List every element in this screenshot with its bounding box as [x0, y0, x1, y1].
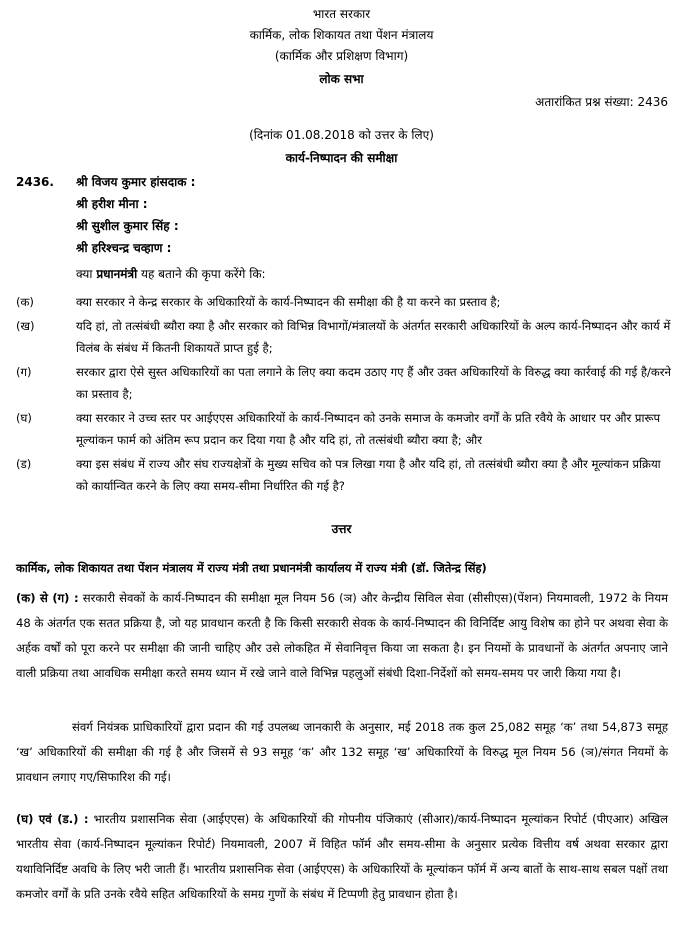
question-part [16, 453, 672, 497]
answer-para-3 [16, 807, 668, 907]
part-mark: (ग) [16, 365, 32, 379]
part-mark: (ड) [16, 457, 32, 471]
question-part [16, 315, 672, 359]
answer-para-2 [16, 715, 668, 790]
intro-prefix: क्या [76, 267, 97, 281]
answer-para-1 [16, 586, 668, 686]
header-house: लोक सभा [319, 72, 364, 86]
subject-title: कार्य-निष्पादन की समीक्षा [285, 151, 398, 165]
header-government: भारत सरकार [312, 7, 371, 21]
question-part [16, 361, 672, 405]
para-text: भारतीय प्रशासनिक सेवा (आईएएस) के अधिकारियों की गोपनीय पंजिकाएं (सीआर)/कार्य-निष्पादन मूल्यांकन रिपोर्ट (पीएआर) अखिल भारतीय सेवा (कार्य-निष्पादन मूल्यांकन रिपोर्ट) नियमावली, 2007 में विहित फॉर्म और समय-सीमा के अनुसार प्रत्येक वित्तीय वर्ष अथवा सरकार द्वारा यथाविनिर्दिष्ट अवधि के लिए भरी जाती हैं। भारतीय प्रशासनिक सेवा (आईएएस) के अधिकारियों के मूल्यांकन फॉर्म में अन्य बातों के साथ-साथ सबल पक्षों तथा कमजोर वर्गों के प्रति उनके रवैये सहित अधिकारियों के समग्र गुणों के संबंध में टिप्पणी हेतु प्रावधान होता है। [16, 812, 668, 901]
question-parts [16, 291, 672, 499]
part-text: यदि हां, तो तत्संबंधी ब्यौरा क्या है और सरकार को विभिन्न विभागों/मंत्रालयों के अंतर्गत सरकारी अधिकारियों के अल्प कार्य-निष्पादन और कार्य में विलंब के संबंध में कितनी शिकायतें प्राप्त हुई है; [76, 319, 671, 355]
para-text: संवर्ग नियंत्रक प्राधिकारियों द्वारा प्रदान की गई उपलब्ध जानकारी के अनुसार, मई 2018 तक कुल 25,082 समूह ‘क’ तथा 54,873 समूह ‘ख’ अधिकारियों की समीक्षा की गई है और जिसमें से 93 समूह ‘क’ और 132 समूह ‘ख’ अधिकारियों के विरुद्ध मूल नियम 56 (ञ)/संगत नियमों के प्रावधान लगाए गए/सिफारिश की गई। [16, 720, 668, 784]
question-number: 2436. [16, 175, 54, 189]
header-ministry: कार्मिक, लोक शिकायत तथा पेंशन मंत्रालय [249, 28, 434, 42]
question-intro [76, 266, 266, 282]
answering-minister: कार्मिक, लोक शिकायत तथा पेंशन मंत्रालय में राज्य मंत्री तथा प्रधानमंत्री कार्यालय में राज्य मंत्री (डॉ. जितेन्द्र सिंह) [16, 561, 487, 575]
intro-suffix: यह बताने की कृपा करेंगे कि: [137, 267, 266, 281]
part-text: क्या सरकार ने उच्च स्तर पर आईएएस अधिकारियों के कार्य-निष्पादन को उनके समाज के कमजोर वर्गों के प्रति रवैये के आधार पर और प्रारूप मूल्यांकन फार्म को अंतिम रूप प्रदान कर दिया गया है और यदि हां, तो तत्संबंधी ब्यौरा क्या है; और [76, 411, 661, 447]
member-name: श्री विजय कुमार हांसदाक : [76, 175, 196, 189]
para-label: (घ) एवं (ड.) : [16, 812, 89, 826]
answer-date: (दिनांक 01.08.2018 को उत्तर के लिए) [249, 128, 434, 142]
member-name: श्री हरीश मीना : [76, 197, 148, 211]
header-department: (कार्मिक और प्रशिक्षण विभाग) [274, 49, 409, 63]
part-text: क्या इस संबंध में राज्य और संघ राज्यक्षेत्रों के मुख्य सचिव को पत्र लिखा गया है और यदि हां, तो तत्संबंधी ब्यौरा क्या है और मूल्यांकन प्रक्रिया को कार्यान्वित करने के लिए क्या समय-सीमा निर्धारित की गई है? [76, 457, 661, 493]
part-mark: (घ) [16, 411, 32, 425]
para-label: (क) से (ग) : [16, 591, 79, 605]
answer-heading: उत्तर [331, 522, 352, 536]
question-part [16, 407, 672, 451]
para-text: सरकारी सेवकों के कार्य-निष्पादन की समीक्षा मूल नियम 56 (ञ) और केन्द्रीय सिविल सेवा (सीसीएस)(पेंशन) नियमावली, 1972 के नियम 48 के अंतर्गत एक सतत प्रक्रिया है, जो यह प्रावधान करती है कि किसी सरकारी सेवक के कार्य-निष्पादन की विनिर्दिष्ट आयु विशेष का होने पर अथवा सेवा के अर्हक वर्षों को पूरा करने पर समीक्षा की जानी चाहिए और उसे लोकहित में सेवानिवृत्त किया जा सकता है। इन नियमों के प्रावधानों के अंतर्गत अपनाए जाने वाली प्रक्रिया तथा आवधिक समीक्षा करते समय ध्यान में रखे जाने वाले विभिन्न पहलुओं संबंधी दिशा-निर्देशों को समय-समय पर जारी किया गया है। [16, 591, 668, 680]
question-type: अतारांकित प्रश्न संख्या: 2436 [535, 95, 668, 109]
part-text: सरकार द्वारा ऐसे सुस्त अधिकारियों का पता लगाने के लिए क्या कदम उठाए गए हैं और उक्त अधिकारियों के विरुद्ध क्या कार्रवाई की गई है/करने का प्रस्ताव है; [76, 365, 671, 401]
part-mark: (क) [16, 295, 34, 309]
intro-addressee: प्रधानमंत्री [96, 267, 138, 281]
member-name: श्री हरिश्चन्द्र चव्हाण : [76, 241, 172, 255]
part-text: क्या सरकार ने केन्द्र सरकार के अधिकारियों के कार्य-निष्पादन की समीक्षा की है या करने का प्रस्ताव है; [76, 295, 501, 309]
part-mark: (ख) [16, 319, 35, 333]
member-name: श्री सुशील कुमार सिंह : [76, 219, 179, 233]
question-part [16, 291, 672, 313]
